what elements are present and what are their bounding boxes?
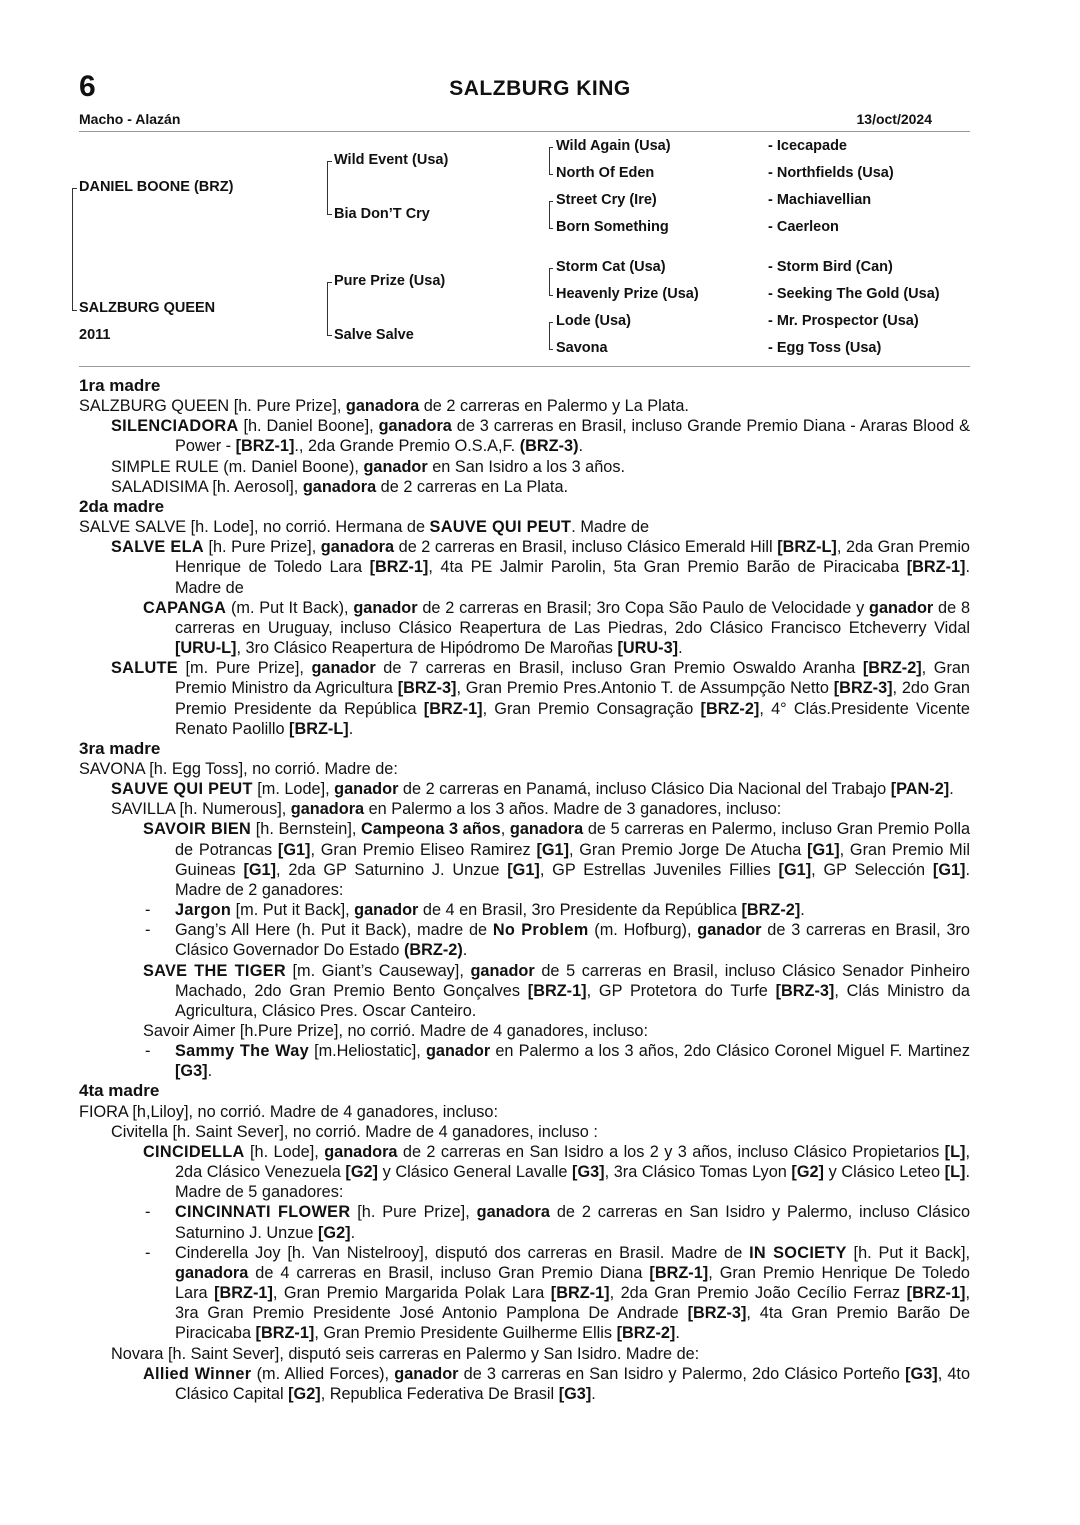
family-notes — [79, 376, 970, 1404]
pedigree-gen3: Born Something — [556, 219, 669, 235]
pedigree-bracket — [327, 161, 332, 162]
family-entry: SAUVE QUI PEUT [m. Lode], ganador de 2 carreras en Panamá, incluso Clásico Dia Nacional del Trabajo [PAN-2]. — [111, 780, 954, 799]
pedigree-gen2: Salve Salve — [334, 327, 414, 343]
pedigree-bracket — [549, 201, 553, 202]
family-entry: - Cinderella Joy [h. Van Nistelrooy], disputó dos carreras en Brasil. Madre de IN SOCIETY [h. Put it Back], ganadora de 4 carreras en Brasil, incluso Gran Premio Diana [BRZ-1], Gran Premio Henrique De Toledo Lara [BRZ-1], Gran Premio Margarida Polak Lara [BRZ-1], 2da Gran Premio João Cecílio Ferraz [BRZ-1], 3ra Gran Premio Presidente José Antonio Pamplona De Andrade [BRZ-3], 4ta Gran Premio Barão De Piracicaba [BRZ-1], Gran Premio Presidente Guilherme Ellis [BRZ-2]. — [79, 1243, 970, 1344]
pedigree-gen4: - Seeking The Gold (Usa) — [768, 286, 940, 302]
family-entry: SILENCIADORA [h. Daniel Boone], ganadora de 3 carreras en Brasil, incluso Grande Premio Diana - Araras Blood & Power - [BRZ-1]., 2da Grande Premio O.S.A,F. (BRZ-3). — [111, 417, 970, 456]
section-heading: 4ta madre — [79, 1081, 160, 1101]
family-entry: Savoir Aimer [h.Pure Prize], no corrió. Madre de 4 ganadores, incluso: — [143, 1022, 648, 1040]
pedigree-bracket — [549, 322, 553, 323]
pedigree-gen3: Lode (Usa) — [556, 313, 631, 329]
pedigree-gen3: Storm Cat (Usa) — [556, 259, 666, 275]
horse-name: SALZBURG KING — [449, 77, 631, 100]
pedigree-gen4: - Mr. Prospector (Usa) — [768, 313, 919, 329]
pedigree-gen3: Street Cry (Ire) — [556, 192, 657, 208]
pedigree-bracket — [549, 268, 550, 295]
pedigree-gen4: - Machiavellian — [768, 192, 872, 208]
family-entry: Novara [h. Saint Sever], disputó seis carreras en Palermo y San Isidro. Madre de: — [111, 1344, 700, 1363]
section-heading: 2da madre — [79, 496, 165, 516]
family-entry: SALUTE [m. Pure Prize], ganador de 7 carreras en Brasil, incluso Gran Premio Oswaldo Aranha [BRZ-2], Gran Premio Ministro da Agricultura [BRZ-3], Gran Premio Pres.Antonio T. de Assumpção Netto [BRZ-3], 2do Gran Premio Presidente da República [BRZ-1], Gran Premio Consagração [BRZ-2], 4° Clás.Presidente Vicente Renato Paolillo [BRZ-L]. — [111, 659, 970, 738]
pedigree-gen3: Savona — [556, 340, 608, 356]
family-entry: SAVOIR BIEN [h. Bernstein], Campeona 3 años, ganadora de 5 carreras en Palermo, incluso Gran Premio Polla de Potrancas [G1], Gran Premio Eliseo Ramirez [G1], Gran Premio Jorge De Atucha [G1], Gran Premio Mil Guineas [G1], 2da GP Saturnino J. Unzue [G1], GP Estrellas Juveniles Fillies [G1], GP Selección [G1]. Madre de 2 ganadores: — [143, 820, 971, 899]
section-heading: 1ra madre — [79, 376, 161, 395]
pedigree-gen3: Heavenly Prize (Usa) — [556, 286, 699, 302]
pedigree-bracket — [549, 268, 553, 269]
family-entry: - Gang’s All Here (h. Put it Back), madre de No Problem (m. Hofburg), ganador de 3 carreras en Brasil, 3ro Clásico Governador Do Estado (BRZ-2). — [79, 920, 970, 960]
catalog-date: 13/oct/2024 — [856, 111, 932, 127]
pedigree-bracket — [549, 147, 550, 174]
pedigree-bracket — [72, 188, 77, 189]
horse-sex-color: Macho - Alazán — [79, 111, 181, 127]
family-entry: Allied Winner (m. Allied Forces), ganador de 3 carreras en San Isidro y Palermo, 2do Clásico Porteño [G3], 4to Clásico Capital [G2], Republica Federativa De Brasil [G3]. — [143, 1364, 971, 1403]
pedigree-bracket — [327, 282, 328, 336]
pedigree-dam: SALZBURG QUEEN — [79, 300, 216, 316]
pedigree-bracket — [549, 295, 553, 296]
family-entry: - Sammy The Way [m.Heliostatic], ganador en Palermo a los 3 años, 2do Clásico Coronel Miguel F. Martinez [G3]. — [79, 1041, 970, 1081]
pedigree-gen4: - Icecapade — [768, 138, 847, 154]
family-entry: SAVE THE TIGER [m. Giant’s Causeway], ganador de 5 carreras en Brasil, incluso Clásico Senador Pinheiro Machado, 2do Gran Premio Bento Gonçalves [BRZ-1], GP Protetora do Turfe [BRZ-3], Clás Ministro da Agricultura, Clásico Pres. Oscar Canteiro. — [143, 961, 970, 1020]
pedigree-bracket — [327, 161, 328, 215]
pedigree-gen4: - Storm Bird (Can) — [768, 259, 893, 275]
family-entry: CAPANGA (m. Put It Back), ganador de 2 carreras en Brasil; 3ro Copa São Paulo de Velocidade y ganador de 8 carreras en Uruguay, incluso Clásico Reapertura de Las Piedras, 2do Clásico Francisco Etcheverry Vidal [URU-L], 3ro Clásico Reapertura de Hipódromo De Maroñas [URU-3]. — [143, 598, 970, 658]
family-entry: SALVE SALVE [h. Lode], no corrió. Hermana de SAUVE QUI PEUT. Madre de — [79, 518, 650, 537]
pedigree-bracket — [549, 147, 553, 148]
family-entry: FIORA [h,Liloy], no corrió. Madre de 4 ganadores, incluso: — [79, 1102, 499, 1121]
lot-number: 6 — [79, 70, 96, 103]
family-entry: CINCIDELLA [h. Lode], ganadora de 2 carreras en San Isidro a los 2 y 3 años, incluso Clásico Propietarios [L], 2da Clásico Venezuela [G2] y Clásico General Lavalle [G3], 3ra Clásico Tomas Lyon [G2] y Clásico Leteo [L]. Madre de 5 ganadores: — [143, 1142, 970, 1202]
family-entry: SALVE ELA [h. Pure Prize], ganadora de 2 carreras en Brasil, incluso Clásico Emerald Hill [BRZ-L], 2da Gran Premio Henrique de Toledo Lara [BRZ-1], 4ta PE Jalmir Parolin, 5ta Gran Premio Barão de Piracicaba [BRZ-1]. Madre de — [111, 538, 970, 597]
pedigree-bracket — [549, 228, 553, 229]
section-heading: 3ra madre — [79, 738, 161, 758]
pedigree-bracket — [549, 322, 550, 349]
pedigree-sire: DANIEL BOONE (BRZ) — [79, 179, 234, 195]
family-entry: SALADISIMA [h. Aerosol], ganadora de 2 carreras en La Plata. — [111, 477, 569, 496]
family-entry: Civitella [h. Saint Sever], no corrió. Madre de 4 ganadores, incluso : — [111, 1122, 598, 1141]
pedigree-gen2: Wild Event (Usa) — [334, 152, 449, 168]
family-entry: SAVONA [h. Egg Toss], no corrió. Madre de: — [79, 759, 398, 778]
pedigree-dam-year: 2011 — [79, 327, 111, 343]
pedigree-bracket — [72, 310, 77, 311]
pedigree-bracket — [327, 214, 332, 215]
pedigree-table — [0, 0, 1080, 380]
pedigree-gen4: - Caerleon — [768, 219, 839, 235]
pedigree-divider — [79, 366, 970, 367]
family-entry: - CINCINNATI FLOWER [h. Pure Prize], ganadora de 2 carreras en San Isidro y Palermo, incluso Clásico Saturnino J. Unzue [G2]. — [79, 1202, 970, 1242]
family-entry: SIMPLE RULE (m. Daniel Boone), ganador en San Isidro a los 3 años. — [111, 457, 626, 476]
pedigree-gen3: Wild Again (Usa) — [556, 138, 671, 154]
family-entry: SALZBURG QUEEN [h. Pure Prize], ganadora de 2 carreras en Palermo y La Plata. — [79, 397, 689, 416]
pedigree-bracket — [549, 349, 553, 350]
pedigree-bracket — [72, 188, 73, 311]
pedigree-gen4: - Northfields (Usa) — [768, 165, 894, 181]
family-entry: - Jargon [m. Put it Back], ganador de 4 en Brasil, 3ro Presidente da República [BRZ-2]. — [79, 900, 970, 920]
pedigree-bracket — [549, 174, 553, 175]
pedigree-gen2: Pure Prize (Usa) — [334, 273, 446, 289]
pedigree-bracket — [327, 282, 332, 283]
pedigree-gen2: Bia Don’T Cry — [334, 206, 430, 222]
pedigree-gen3: North Of Eden — [556, 165, 655, 181]
pedigree-bracket — [327, 335, 332, 336]
family-entry: SAVILLA [h. Numerous], ganadora en Palermo a los 3 años. Madre de 3 ganadores, incluso: — [111, 800, 782, 819]
pedigree-gen4: - Egg Toss (Usa) — [768, 340, 882, 356]
pedigree-bracket — [549, 201, 550, 228]
